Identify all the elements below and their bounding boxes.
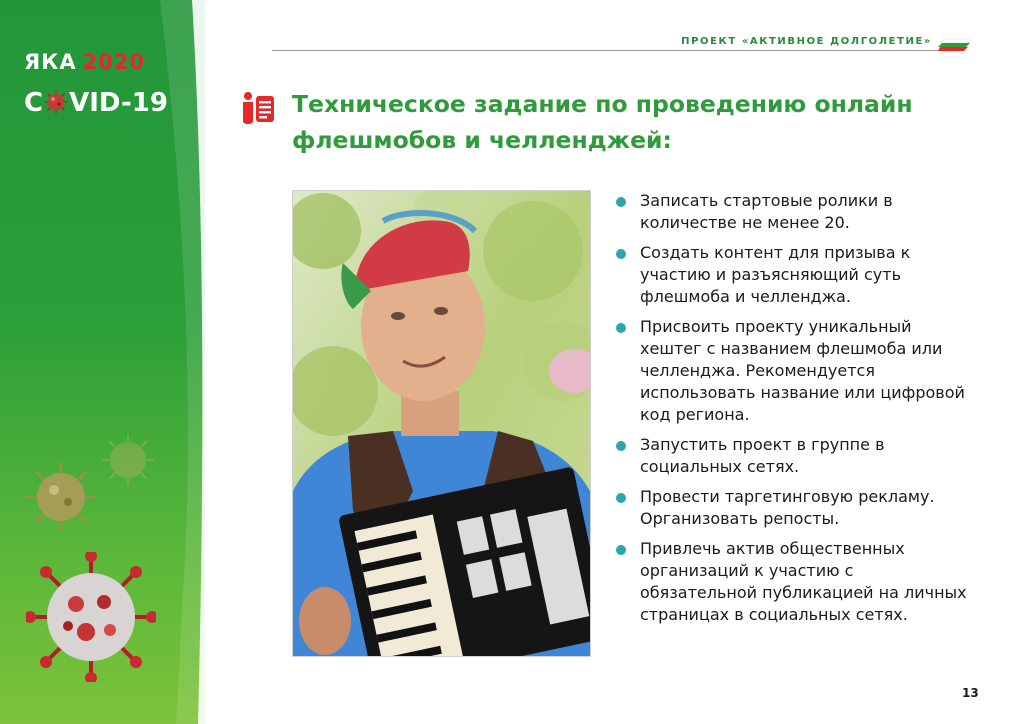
page-number: 13 [962, 686, 979, 700]
list-item [614, 316, 974, 426]
list-item [614, 486, 974, 530]
virus-icon [26, 552, 156, 682]
brand-logo [24, 50, 145, 74]
list-item [614, 434, 974, 478]
bullet-dot-icon [616, 493, 626, 503]
brand-year: 2020 [82, 50, 146, 74]
virus-icon [24, 460, 98, 534]
list-item-text: Провести таргетинговую рекламу. Организовать репосты. [640, 487, 935, 528]
brand-subtitle-suffix: VID-19 [69, 88, 168, 118]
flag-icon [938, 37, 972, 53]
project-label: ПРОЕКТ «АКТИВНОЕ ДОЛГОЛЕТИЕ» [681, 36, 932, 47]
list-item [614, 538, 974, 626]
page-title: Техническое задание по проведению онлайн флешмобов и челленджей: [292, 90, 913, 154]
list-item-text: Записать стартовые ролики в количестве не менее 20. [640, 191, 893, 232]
list-item-text: Привлечь актив общественных организаций к участию с обязательной публикацией на личных страницах в социальных сетях. [640, 539, 967, 624]
bullet-dot-icon [616, 441, 626, 451]
list-item-text: Запустить проект в группе в социальных сетях. [640, 435, 885, 476]
brand-name: ЯКА [24, 50, 77, 74]
side-panel [0, 0, 205, 724]
bullet-dot-icon [616, 197, 626, 207]
list-item [614, 190, 974, 234]
bullet-dot-icon [616, 249, 626, 259]
list-item-text: Присвоить проекту уникальный хештег с названием флешмоба или челленджа. Рекомендуется использовать название или цифровой код региона. [640, 317, 965, 424]
bullet-dot-icon [616, 545, 626, 555]
photo-accordion-player [292, 190, 591, 657]
brand-subtitle-prefix: C [24, 88, 44, 118]
header-rule [272, 50, 940, 51]
task-list [614, 190, 974, 634]
virus-icon [100, 432, 156, 488]
virus-o-icon [44, 90, 68, 114]
list-item-text: Создать контент для призыва к участию и разъясняющий суть флешмоба и челленджа. [640, 243, 911, 306]
list-item [614, 242, 974, 308]
info-person-icon [240, 91, 276, 125]
bullet-dot-icon [616, 323, 626, 333]
brand-subtitle [24, 88, 168, 118]
